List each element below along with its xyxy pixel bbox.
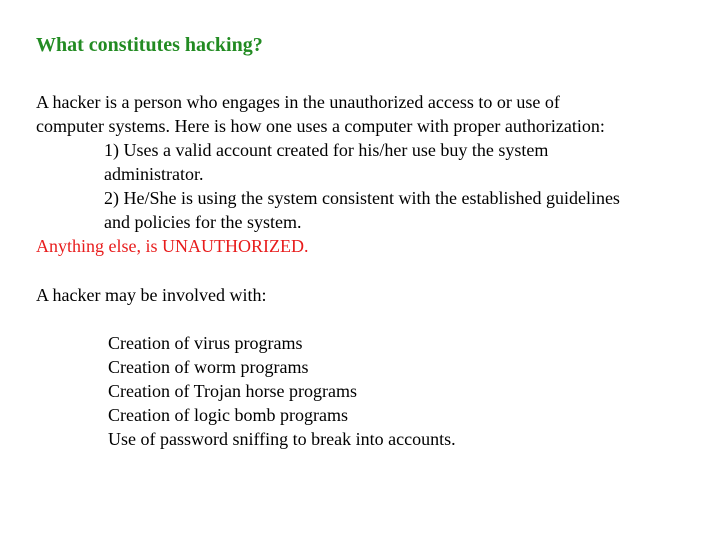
intro-line-2: computer systems. Here is how one uses a computer with proper authorization:	[36, 116, 605, 136]
involvement-heading: A hacker may be involved with:	[36, 285, 267, 305]
intro-line-1: A hacker is a person who engages in the unauthorized access to or use of	[36, 92, 560, 112]
page-title: What constitutes hacking?	[36, 34, 263, 56]
authorized-use-2-line-1: 2) He/She is using the system consistent with the established guidelines	[104, 188, 620, 208]
involvement-item-worm: Creation of worm programs	[108, 357, 309, 377]
authorized-use-2-line-2: and policies for the system.	[104, 212, 302, 232]
involvement-item-logic-bomb: Creation of logic bomb programs	[108, 405, 348, 425]
involvement-item-virus: Creation of virus programs	[108, 333, 303, 353]
authorized-use-1-line-2: administrator.	[104, 164, 204, 184]
unauthorized-warning: Anything else, is UNAUTHORIZED.	[36, 236, 309, 256]
authorized-use-1-line-1: 1) Uses a valid account created for his/her use buy the system	[104, 140, 549, 160]
involvement-item-password-sniffing: Use of password sniffing to break into accounts.	[108, 429, 456, 449]
involvement-item-trojan: Creation of Trojan horse programs	[108, 381, 357, 401]
